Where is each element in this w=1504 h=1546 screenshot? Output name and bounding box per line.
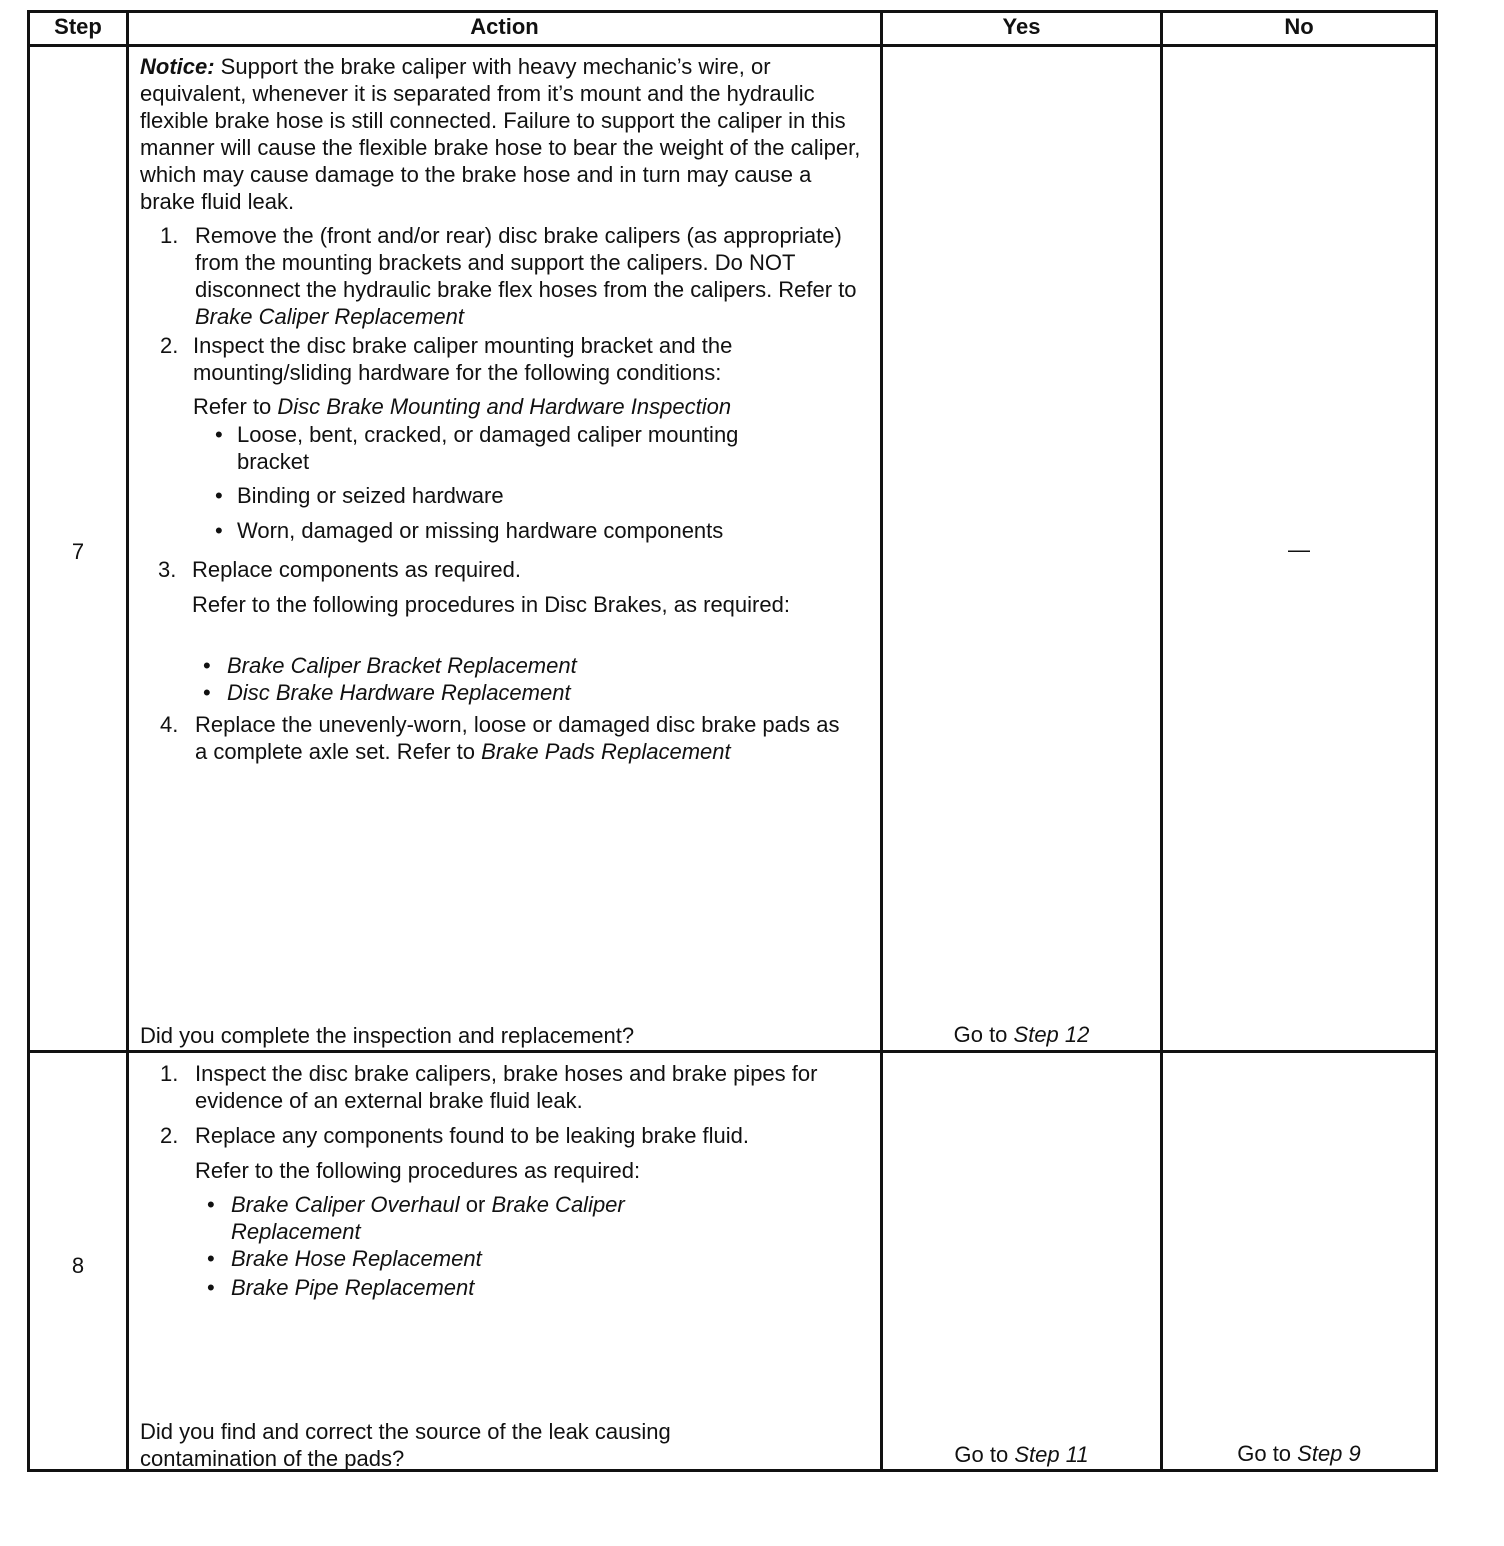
- or-text: or: [459, 1192, 492, 1217]
- notice-paragraph: [140, 53, 868, 215]
- list-text: Remove the (front and/or rear) disc brake calipers (as appropriate) from the mounting brackets and support the calipers. Do NOT disconnect the hydraulic brake flex hoses from the calipers. Refer to: [195, 223, 857, 302]
- procedure-reference: Brake Caliper Replacement: [231, 1192, 625, 1244]
- refer-line: Refer to the following procedures as required:: [195, 1158, 641, 1183]
- procedure-reference: Brake Caliper Overhaul: [231, 1192, 460, 1217]
- list-number: 1.: [160, 1061, 179, 1086]
- list-number: 3.: [158, 557, 177, 582]
- refer-line: Refer to the following procedures in Disc Brakes, as required:: [192, 592, 790, 617]
- list-item: [207, 1274, 807, 1301]
- goto-prefix: Go to: [953, 1022, 1014, 1047]
- list-item: [160, 332, 860, 386]
- bullet-text: Loose, bent, cracked, or damaged caliper mounting bracket: [237, 422, 739, 474]
- list-text: Inspect the disc brake calipers, brake hoses and brake pipes for evidence of an external brake fluid leak.: [195, 1061, 818, 1113]
- procedure-reference: Disc Brake Hardware Replacement: [227, 680, 571, 705]
- list-number: 4.: [160, 712, 179, 737]
- list-item: [215, 482, 815, 509]
- table-top-border: [27, 10, 1438, 13]
- row-divider: [27, 1050, 1438, 1053]
- list-item: [160, 1060, 870, 1114]
- bullet-icon: •: [207, 1275, 215, 1300]
- bullet-icon: •: [203, 680, 211, 705]
- list-number: 1.: [160, 223, 179, 248]
- bullet-text: Binding or seized hardware: [237, 483, 504, 508]
- procedure-reference: Brake Caliper Replacement: [195, 304, 465, 329]
- list-item: [160, 1122, 870, 1149]
- step-reference: Step 9: [1297, 1441, 1361, 1466]
- bullet-icon: •: [215, 483, 223, 508]
- bullet-icon: •: [215, 518, 223, 543]
- procedure-reference: Brake Pads Replacement: [481, 739, 731, 764]
- list-item: [160, 711, 850, 765]
- step-number: 8: [71, 1253, 85, 1278]
- procedure-reference: Disc Brake Mounting and Hardware Inspection: [277, 394, 732, 419]
- list-text: Replace components as required.: [192, 557, 521, 582]
- notice-text: Support the brake caliper with heavy mechanic’s wire, or equivalent, whenever it is separated from it’s mount and the hydraulic flexible brake hose is still connected. Failure to support the caliper in this manner will cause the flexible brake hose to bear the weight of the caliper, which may cause damage to the brake hose and in turn may cause a brake fluid leak.: [140, 54, 861, 214]
- header-step: Step: [54, 14, 102, 39]
- bullet-text: Worn, damaged or missing hardware components: [237, 518, 724, 543]
- table-right-border: [1435, 10, 1438, 1472]
- yes-answer: [883, 1441, 1160, 1468]
- refer-line: [193, 393, 853, 420]
- notice-label: Notice:: [140, 54, 215, 79]
- list-item: [203, 652, 803, 679]
- step-reference: Step 12: [1013, 1022, 1090, 1047]
- bullet-icon: •: [215, 422, 223, 447]
- bullet-icon: •: [207, 1246, 215, 1271]
- list-number: 2.: [160, 333, 179, 358]
- list-text: Replace any components found to be leaking brake fluid.: [195, 1123, 750, 1148]
- list-item: [160, 222, 860, 330]
- list-item: [207, 1191, 627, 1245]
- question-text: Did you find and correct the source of the leak causing contamination of the pads?: [140, 1419, 671, 1471]
- list-item: [207, 1245, 807, 1272]
- col-divider-action: [880, 10, 883, 1472]
- col-divider-yes: [1160, 10, 1163, 1472]
- list-item: [158, 556, 858, 583]
- goto-prefix: Go to: [954, 1442, 1015, 1467]
- col-divider-step: [126, 10, 129, 1472]
- yes-answer: [883, 1021, 1160, 1048]
- list-item: [215, 517, 815, 544]
- refer-text: Refer to: [193, 394, 278, 419]
- list-text: Replace the unevenly-worn, loose or damaged disc brake pads as a complete axle set. Refer to: [195, 712, 840, 764]
- header-no: No: [1284, 14, 1314, 39]
- step-reference: Step 11: [1014, 1442, 1089, 1467]
- list-item: [203, 679, 803, 706]
- procedure-reference: Brake Caliper Bracket Replacement: [227, 653, 577, 678]
- list-number: 2.: [160, 1123, 179, 1148]
- no-answer: [1163, 1440, 1435, 1467]
- goto-prefix: Go to: [1237, 1441, 1298, 1466]
- list-text: Inspect the disc brake caliper mounting bracket and the mounting/sliding hardware for the following conditions:: [193, 333, 733, 385]
- question-text: Did you complete the inspection and replacement?: [140, 1023, 635, 1048]
- header-action: Action: [470, 14, 539, 39]
- list-item: [215, 421, 815, 475]
- procedure-reference: Brake Hose Replacement: [231, 1246, 482, 1271]
- header-yes: Yes: [1002, 14, 1041, 39]
- bullet-icon: •: [207, 1192, 215, 1217]
- bullet-icon: •: [203, 653, 211, 678]
- step-number: 7: [71, 539, 85, 564]
- header-bottom-border: [27, 44, 1438, 47]
- procedure-reference: Brake Pipe Replacement: [231, 1275, 475, 1300]
- no-answer: —: [1288, 537, 1310, 562]
